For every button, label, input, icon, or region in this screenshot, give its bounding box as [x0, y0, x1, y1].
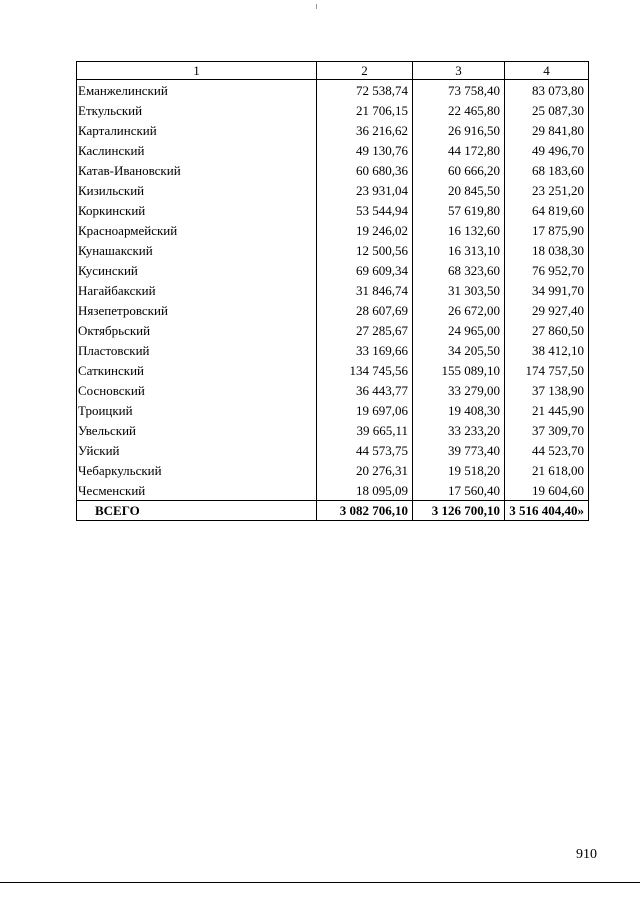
value-col2: 31 846,74	[317, 280, 413, 300]
district-name: Увельский	[77, 420, 317, 440]
value-col4: 34 991,70	[505, 280, 589, 300]
table-row	[77, 120, 589, 140]
page-number: 910	[576, 847, 597, 862]
value-col3: 20 845,50	[413, 180, 505, 200]
value-col3: 19 408,30	[413, 400, 505, 420]
value-col4: 27 860,50	[505, 320, 589, 340]
district-name: Еманжелинский	[77, 80, 317, 101]
value-col2: 39 665,11	[317, 420, 413, 440]
value-col2: 21 706,15	[317, 100, 413, 120]
table-row	[77, 80, 589, 101]
value-col3: 155 089,10	[413, 360, 505, 380]
value-col3: 68 323,60	[413, 260, 505, 280]
value-col3: 60 666,20	[413, 160, 505, 180]
value-col2: 36 216,62	[317, 120, 413, 140]
value-col2: 20 276,31	[317, 460, 413, 480]
scan-mark	[316, 4, 317, 9]
district-name: Пластовский	[77, 340, 317, 360]
value-col3: 34 205,50	[413, 340, 505, 360]
value-col3: 33 233,20	[413, 420, 505, 440]
value-col4: 17 875,90	[505, 220, 589, 240]
value-col4: 174 757,50	[505, 360, 589, 380]
total-value-col4: 3 516 404,40»	[505, 501, 589, 521]
value-col2: 27 285,67	[317, 320, 413, 340]
value-col2: 23 931,04	[317, 180, 413, 200]
table-row	[77, 240, 589, 260]
table-row	[77, 340, 589, 360]
district-name: Кизильский	[77, 180, 317, 200]
district-name: Кусинский	[77, 260, 317, 280]
value-col3: 26 916,50	[413, 120, 505, 140]
table-row	[77, 220, 589, 240]
table-row	[77, 420, 589, 440]
district-name: Сосновский	[77, 380, 317, 400]
table-row	[77, 320, 589, 340]
district-name: Троицкий	[77, 400, 317, 420]
value-col4: 21 445,90	[505, 400, 589, 420]
district-name: Еткульский	[77, 100, 317, 120]
table-row	[77, 400, 589, 420]
value-col2: 19 246,02	[317, 220, 413, 240]
value-col2: 12 500,56	[317, 240, 413, 260]
value-col2: 28 607,69	[317, 300, 413, 320]
district-name: Нагайбакский	[77, 280, 317, 300]
value-col3: 16 313,10	[413, 240, 505, 260]
total-row	[77, 501, 589, 521]
value-col3: 39 773,40	[413, 440, 505, 460]
district-name: Катав-Ивановский	[77, 160, 317, 180]
value-col4: 64 819,60	[505, 200, 589, 220]
value-col3: 16 132,60	[413, 220, 505, 240]
value-col4: 49 496,70	[505, 140, 589, 160]
table-row	[77, 380, 589, 400]
district-name: Чесменский	[77, 480, 317, 501]
table-row	[77, 180, 589, 200]
district-name: Карталинский	[77, 120, 317, 140]
value-col4: 23 251,20	[505, 180, 589, 200]
table-row	[77, 160, 589, 180]
value-col4: 44 523,70	[505, 440, 589, 460]
table-row	[77, 300, 589, 320]
value-col3: 73 758,40	[413, 80, 505, 101]
district-name: Чебаркульский	[77, 460, 317, 480]
value-col2: 72 538,74	[317, 80, 413, 101]
value-col4: 29 841,80	[505, 120, 589, 140]
value-col3: 26 672,00	[413, 300, 505, 320]
table-row	[77, 460, 589, 480]
district-name: Октябрьский	[77, 320, 317, 340]
value-col3: 24 965,00	[413, 320, 505, 340]
value-col4: 83 073,80	[505, 80, 589, 101]
value-col4: 25 087,30	[505, 100, 589, 120]
value-col2: 49 130,76	[317, 140, 413, 160]
value-col2: 69 609,34	[317, 260, 413, 280]
column-header-4: 4	[505, 62, 589, 80]
value-col3: 31 303,50	[413, 280, 505, 300]
value-col4: 68 183,60	[505, 160, 589, 180]
total-label: ВСЕГО	[77, 501, 317, 521]
value-col2: 60 680,36	[317, 160, 413, 180]
value-col3: 44 172,80	[413, 140, 505, 160]
table-row	[77, 280, 589, 300]
table-row	[77, 140, 589, 160]
column-header-2: 2	[317, 62, 413, 80]
value-col2: 33 169,66	[317, 340, 413, 360]
value-col4: 21 618,00	[505, 460, 589, 480]
value-col4: 18 038,30	[505, 240, 589, 260]
table-row	[77, 480, 589, 501]
value-col2: 134 745,56	[317, 360, 413, 380]
footer-divider	[0, 882, 640, 883]
budget-table	[76, 61, 589, 521]
district-name: Нязепетровский	[77, 300, 317, 320]
value-col3: 57 619,80	[413, 200, 505, 220]
value-col3: 33 279,00	[413, 380, 505, 400]
table-row	[77, 360, 589, 380]
column-header-3: 3	[413, 62, 505, 80]
district-name: Красноармейский	[77, 220, 317, 240]
table-row	[77, 200, 589, 220]
value-col2: 44 573,75	[317, 440, 413, 460]
district-name: Саткинский	[77, 360, 317, 380]
value-col2: 53 544,94	[317, 200, 413, 220]
value-col4: 37 138,90	[505, 380, 589, 400]
value-col3: 22 465,80	[413, 100, 505, 120]
table-row	[77, 260, 589, 280]
district-name: Каслинский	[77, 140, 317, 160]
value-col4: 76 952,70	[505, 260, 589, 280]
district-name: Коркинский	[77, 200, 317, 220]
value-col2: 36 443,77	[317, 380, 413, 400]
table-row	[77, 100, 589, 120]
district-name: Кунашакский	[77, 240, 317, 260]
value-col4: 19 604,60	[505, 480, 589, 501]
table-header-row	[77, 62, 589, 80]
value-col3: 19 518,20	[413, 460, 505, 480]
district-name: Уйский	[77, 440, 317, 460]
value-col2: 18 095,09	[317, 480, 413, 501]
total-value-col3: 3 126 700,10	[413, 501, 505, 521]
table-row	[77, 440, 589, 460]
column-header-1: 1	[77, 62, 317, 80]
total-value-col2: 3 082 706,10	[317, 501, 413, 521]
value-col3: 17 560,40	[413, 480, 505, 501]
value-col4: 38 412,10	[505, 340, 589, 360]
value-col2: 19 697,06	[317, 400, 413, 420]
value-col4: 37 309,70	[505, 420, 589, 440]
value-col4: 29 927,40	[505, 300, 589, 320]
